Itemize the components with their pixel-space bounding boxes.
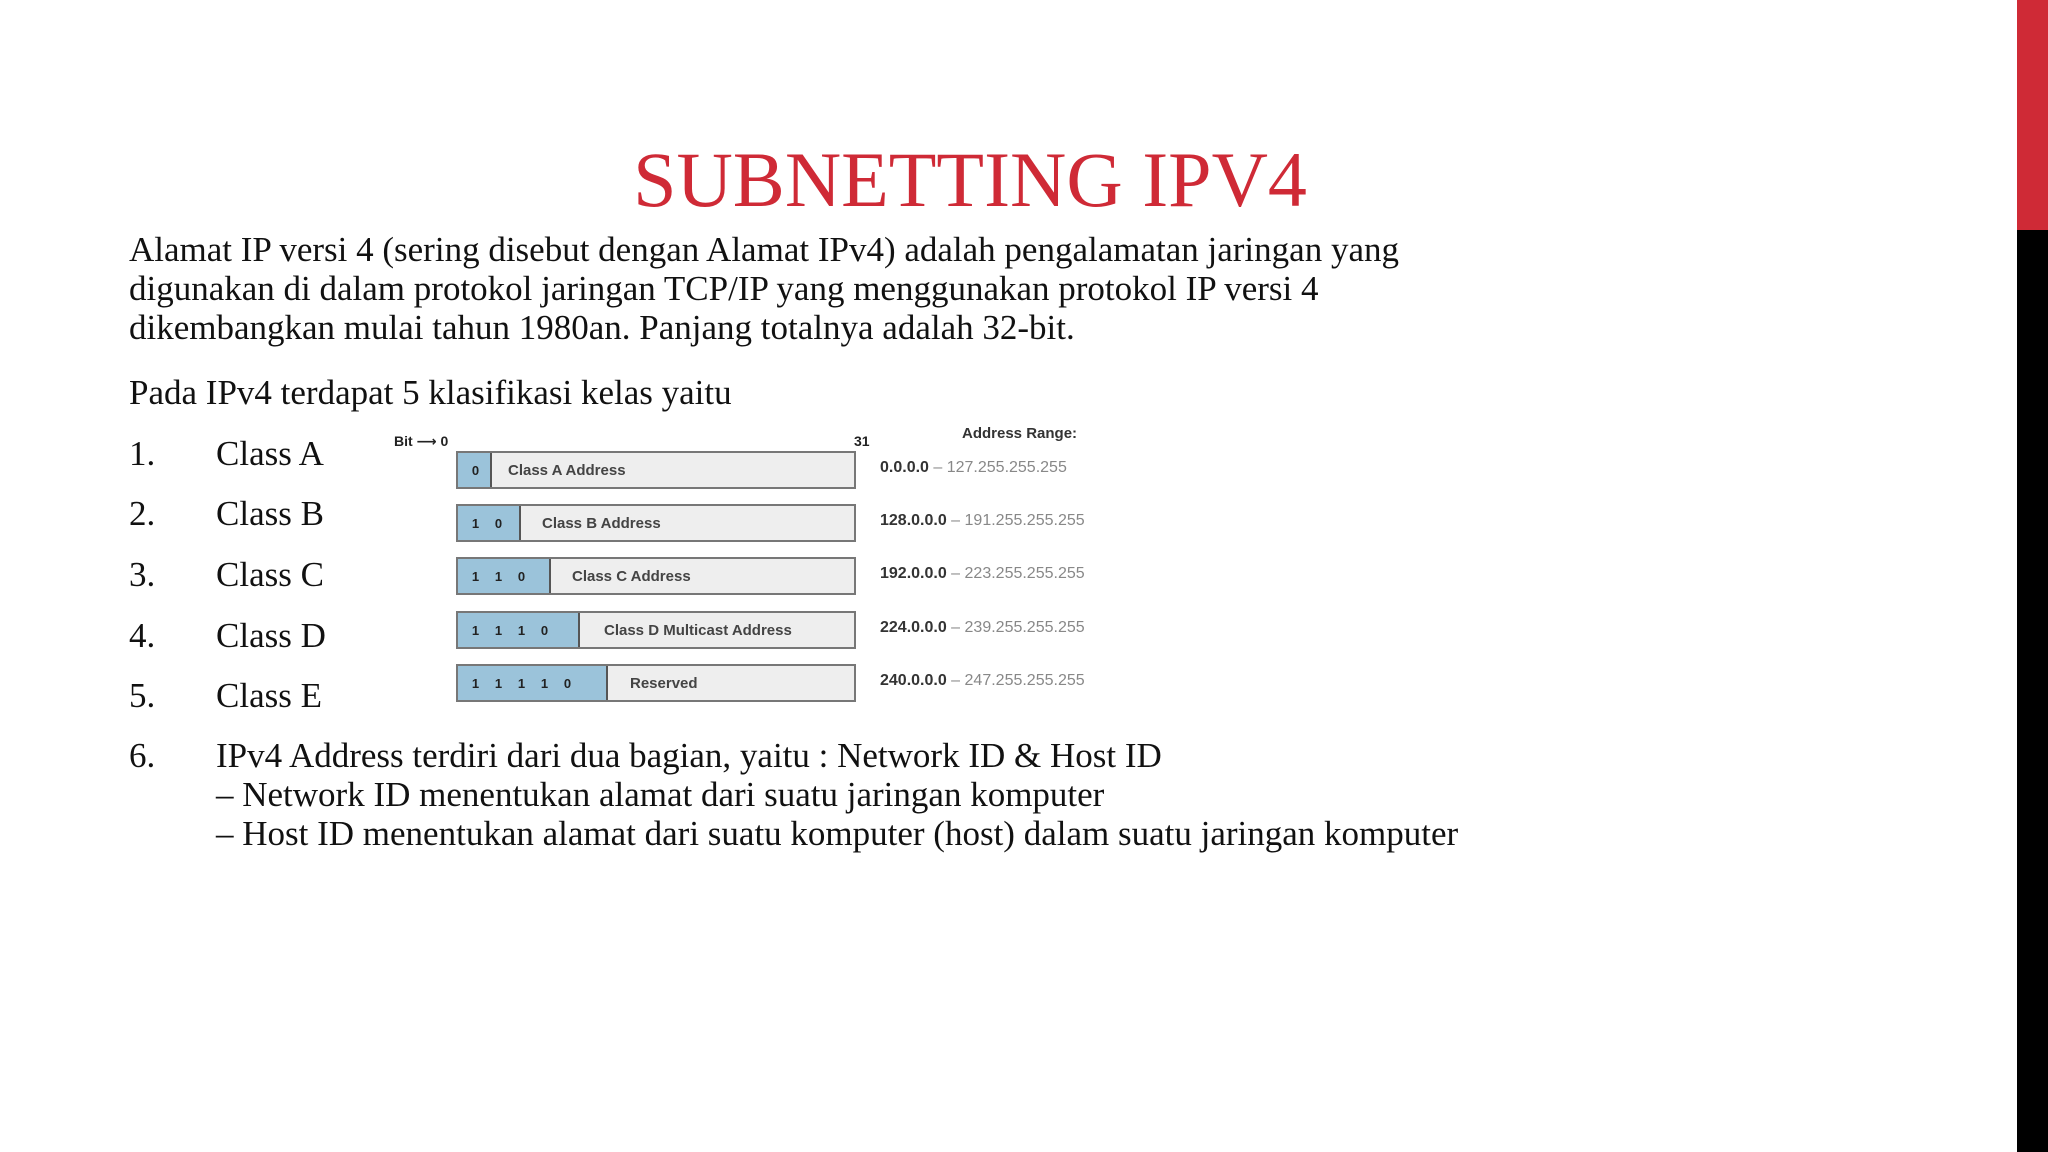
intro-line: dikembangkan mulai tahun 1980an. Panjang totalnya adalah 32-bit. bbox=[129, 308, 1075, 347]
leading-bits bbox=[458, 666, 608, 700]
range-start: 128.0.0.0 bbox=[880, 512, 947, 529]
address-box bbox=[456, 611, 856, 649]
address-box bbox=[456, 664, 856, 702]
classification-subhead: Pada IPv4 terdapat 5 klasifikasi kelas yaitu bbox=[129, 373, 732, 412]
bit-value: 0 bbox=[563, 675, 572, 691]
range-end: – 223.255.255.255 bbox=[946, 565, 1085, 582]
bit-value: 0 bbox=[471, 462, 480, 478]
bit-end-label: 31 bbox=[854, 433, 870, 449]
address-range-header: Address Range: bbox=[962, 425, 1078, 442]
class-row-e bbox=[456, 664, 1258, 704]
range-end: – 191.255.255.255 bbox=[946, 512, 1085, 529]
bit-value: 1 bbox=[471, 568, 480, 584]
range-start: 240.0.0.0 bbox=[880, 672, 947, 689]
range-end: – 127.255.255.255 bbox=[928, 459, 1067, 476]
intro-paragraph bbox=[129, 230, 1529, 347]
bit-start-label: Bit ⟶ 0 bbox=[394, 433, 449, 449]
list-label: Class B bbox=[216, 494, 324, 533]
list-line: – Host ID menentukan alamat dari suatu komputer (host) dalam suatu jaringan komputer bbox=[216, 814, 1459, 853]
class-row-b bbox=[456, 504, 1258, 544]
range-start: 192.0.0.0 bbox=[880, 565, 947, 582]
bit-value: 1 bbox=[471, 675, 480, 691]
list-line: – Network ID menentukan alamat dari suatu jaringan komputer bbox=[216, 775, 1105, 814]
class-row-d bbox=[456, 611, 1258, 651]
list-label: Class D bbox=[216, 616, 326, 655]
list-number: 6. bbox=[129, 736, 156, 775]
class-row-a bbox=[456, 451, 1258, 491]
address-box-label: Class B Address bbox=[542, 514, 661, 532]
range-start: 224.0.0.0 bbox=[880, 619, 947, 636]
address-box-label: Class D Multicast Address bbox=[604, 621, 792, 639]
leading-bits bbox=[458, 613, 580, 647]
address-box-label: Reserved bbox=[630, 674, 698, 692]
intro-line: digunakan di dalam protokol jaringan TCP/IP yang menggunakan protokol IP versi 4 bbox=[129, 269, 1319, 308]
address-box-label: Class A Address bbox=[508, 461, 626, 479]
leading-bits bbox=[458, 506, 521, 540]
bit-value: 1 bbox=[494, 675, 503, 691]
list-number: 4. bbox=[129, 616, 156, 655]
slide-title: SUBNETTING IPV4 bbox=[633, 136, 1307, 223]
bit-value: 0 bbox=[494, 515, 503, 531]
address-range bbox=[880, 512, 1085, 530]
range-start: 0.0.0.0 bbox=[880, 459, 929, 476]
list-item-lines bbox=[216, 736, 1458, 853]
list-label: Class C bbox=[216, 555, 324, 594]
bit-value: 1 bbox=[517, 622, 526, 638]
address-range bbox=[880, 459, 1067, 477]
bit-value: 1 bbox=[494, 622, 503, 638]
address-range bbox=[880, 619, 1085, 637]
side-dark-bar bbox=[2017, 230, 2048, 1152]
list-label: Class E bbox=[216, 676, 322, 715]
bit-value: 1 bbox=[494, 568, 503, 584]
list-number: 5. bbox=[129, 676, 156, 715]
leading-bits bbox=[458, 559, 551, 593]
intro-line: Alamat IP versi 4 (sering disebut dengan Alamat IPv4) adalah pengalamatan jaringan yang bbox=[129, 230, 1399, 269]
list-label: Class A bbox=[216, 434, 324, 473]
bit-value: 1 bbox=[471, 622, 480, 638]
bit-value: 1 bbox=[517, 675, 526, 691]
list-number: 2. bbox=[129, 494, 156, 533]
address-range bbox=[880, 672, 1085, 690]
bit-value: 1 bbox=[540, 675, 549, 691]
ip-class-diagram bbox=[380, 420, 1200, 720]
address-box bbox=[456, 557, 856, 595]
range-end: – 239.255.255.255 bbox=[946, 619, 1085, 636]
leading-bits bbox=[458, 453, 492, 487]
accent-bar bbox=[2017, 0, 2048, 230]
list-number: 3. bbox=[129, 555, 156, 594]
range-end: – 247.255.255.255 bbox=[946, 672, 1085, 689]
bit-value: 1 bbox=[471, 515, 480, 531]
address-box bbox=[456, 504, 856, 542]
list-line: IPv4 Address terdiri dari dua bagian, yaitu : Network ID & Host ID bbox=[216, 736, 1162, 775]
class-row-c bbox=[456, 557, 1258, 597]
address-box-label: Class C Address bbox=[572, 567, 691, 585]
address-box bbox=[456, 451, 856, 489]
address-range bbox=[880, 565, 1085, 583]
bit-value: 0 bbox=[517, 568, 526, 584]
list-number: 1. bbox=[129, 434, 156, 473]
bit-value: 0 bbox=[540, 622, 549, 638]
